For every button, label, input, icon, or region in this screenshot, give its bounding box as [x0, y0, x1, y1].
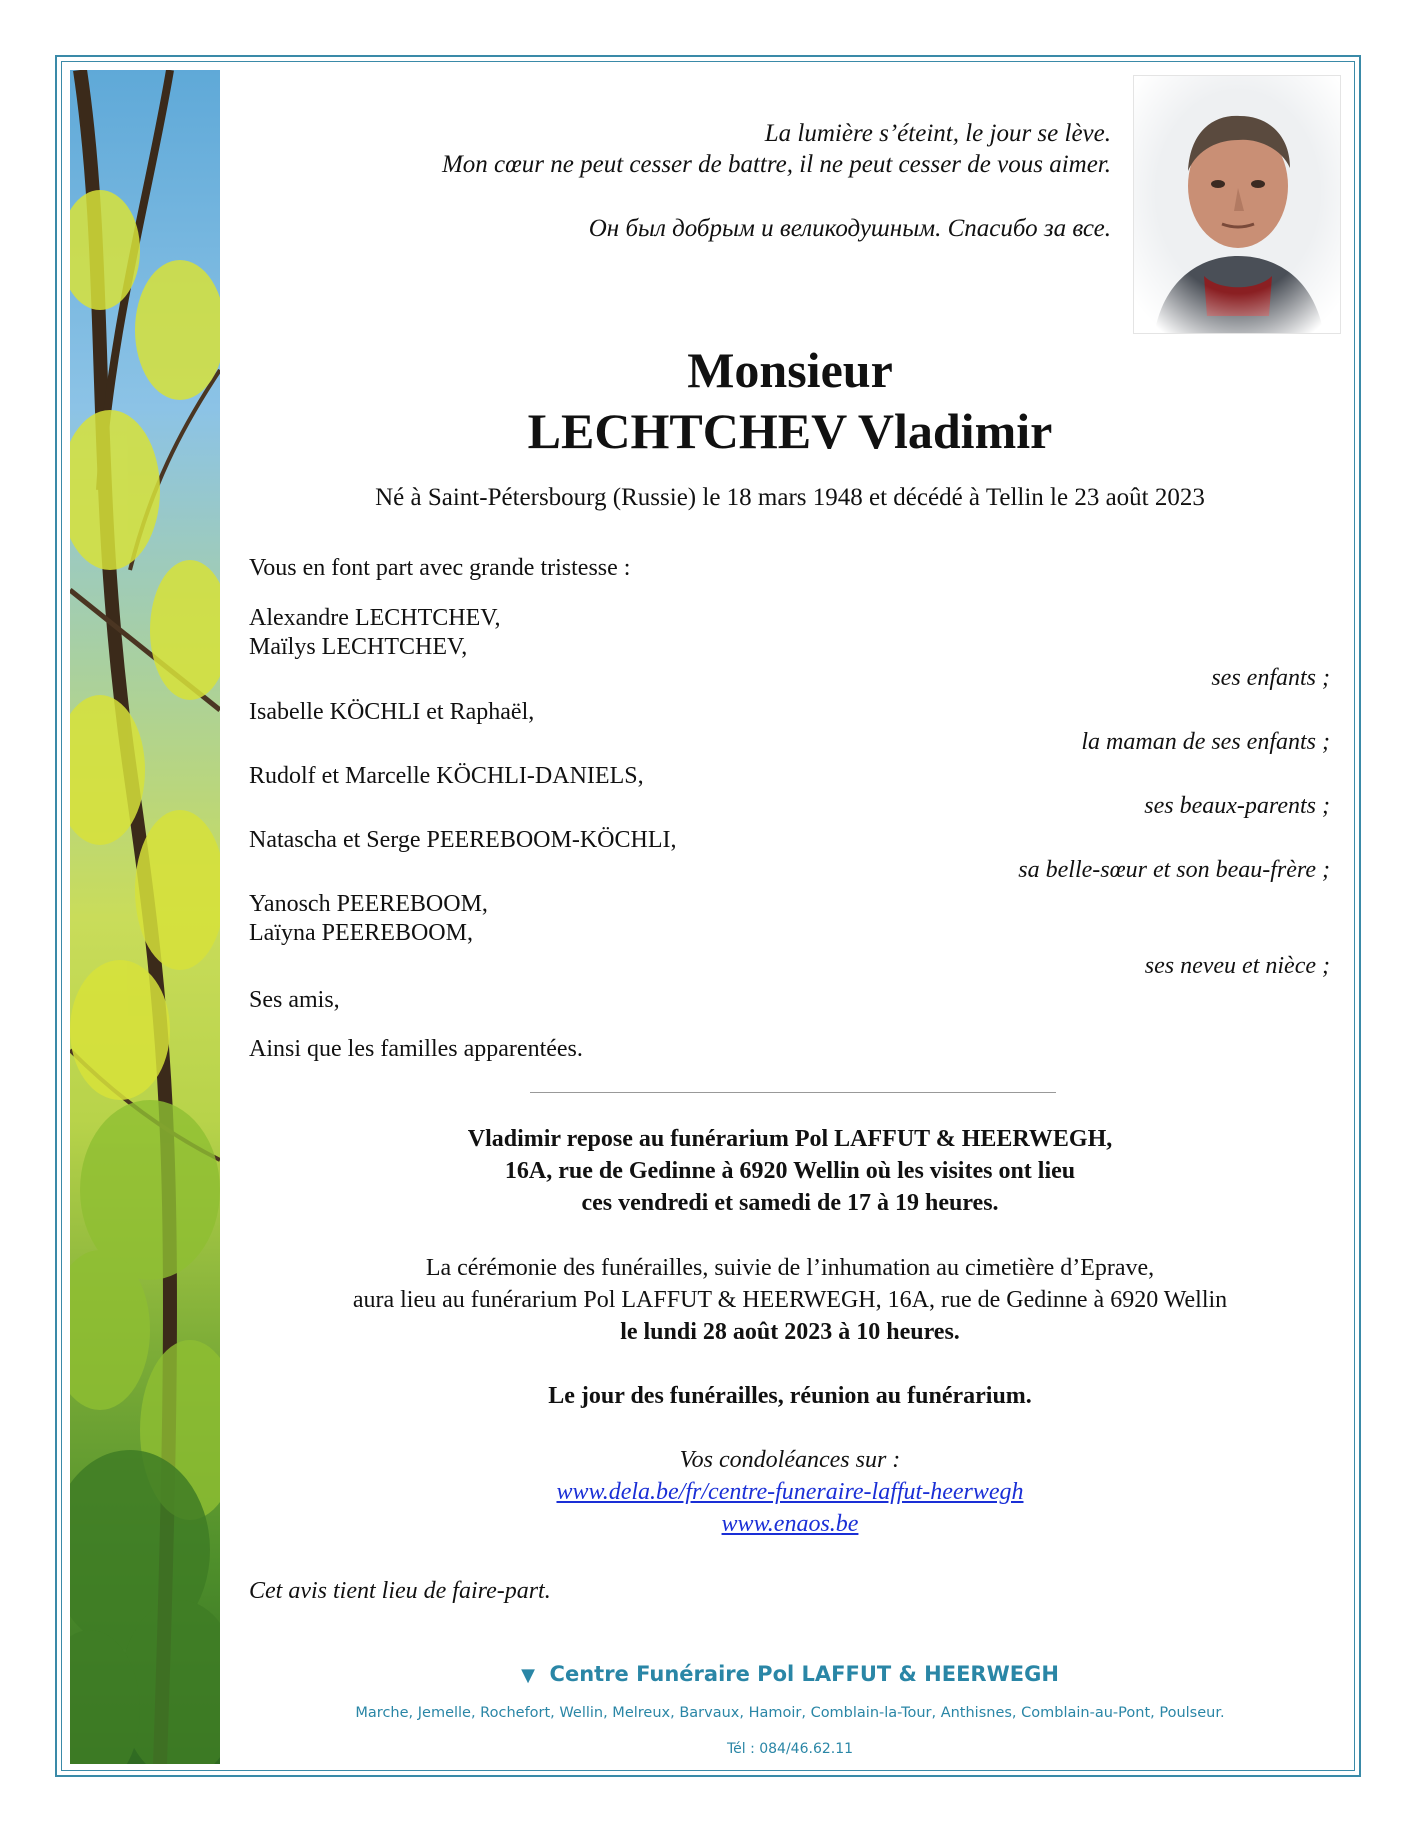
quote-line-russian: Он был добрым и великодушным. Спасибо за все. [588, 215, 1111, 242]
closing-line: Cet avis tient lieu de faire-part. [249, 1578, 551, 1604]
footer-locations: Marche, Jemelle, Rochefort, Wellin, Melreux, Barvaux, Hamoir, Comblain-la-Tour, Anthisnes, Comblain-au-Pont, Poulseur. [355, 1705, 1225, 1721]
quote-line-2: Mon cœur ne peut cesser de battre, il ne peut cesser de vous aimer. [441, 151, 1111, 178]
family-member: Natascha et Serge PEEREBOOM-KÖCHLI, [249, 827, 677, 853]
triangle-down-icon: ▼ [521, 1665, 535, 1686]
family-member: Isabelle KÖCHLI et Raphaël, [249, 699, 535, 725]
deceased-name: LECHTCHEV Vladimir [527, 403, 1053, 459]
ceremony-date: le lundi 28 août 2023 à 10 heures. [620, 1319, 960, 1345]
separator-line [530, 1092, 1056, 1093]
family-intro: Vous en font part avec grande tristesse : [249, 555, 631, 581]
ceremony-line-1: La cérémonie des funérailles, suivie de l’inhumation au cimetière d’Eprave, [425, 1255, 1155, 1281]
visits-line-2: 16A, rue de Gedinne à 6920 Wellin où les visites ont lieu [504, 1158, 1076, 1184]
reunion-line: Le jour des funérailles, réunion au funérarium. [548, 1383, 1032, 1409]
families-line: Ainsi que les familles apparentées. [249, 1036, 583, 1062]
condolences-label: Vos condoléances sur : [679, 1447, 901, 1473]
family-member: Maïlys LECHTCHEV, [249, 634, 468, 660]
tree-photo-strip [70, 70, 220, 1764]
relation-label: ses beaux-parents ; [1144, 793, 1330, 819]
deceased-title: Monsieur [687, 342, 893, 398]
birth-death-line: Né à Saint-Pétersbourg (Russie) le 18 mars 1948 et décédé à Tellin le 23 août 2023 [375, 484, 1205, 511]
condolences-link-enaos[interactable]: www.enaos.be [721, 1511, 859, 1537]
footer-center-name-row [220, 1662, 1360, 1686]
relation-label: ses enfants ; [1211, 665, 1330, 691]
quote-line-1: La lumière s’éteint, le jour se lève. [764, 120, 1111, 147]
family-member: Laïyna PEEREBOOM, [249, 920, 473, 946]
footer-phone: Tél : 084/46.62.11 [726, 1741, 854, 1757]
relation-label: la maman de ses enfants ; [1081, 729, 1330, 755]
family-member: Alexandre LECHTCHEV, [249, 605, 501, 631]
visits-line-3: ces vendredi et samedi de 17 à 19 heures. [581, 1190, 999, 1216]
footer-center-name: Centre Funéraire Pol LAFFUT & HEERWEGH [549, 1662, 1059, 1686]
family-member: Rudolf et Marcelle KÖCHLI-DANIELS, [249, 763, 644, 789]
relation-label: ses neveu et nièce ; [1144, 953, 1330, 979]
friends-line: Ses amis, [249, 987, 340, 1013]
ceremony-line-2: aura lieu au funérarium Pol LAFFUT & HEERWEGH, 16A, rue de Gedinne à 6920 Wellin [352, 1287, 1228, 1313]
condolences-link-dela[interactable]: www.dela.be/fr/centre-funeraire-laffut-heerwegh [556, 1479, 1024, 1505]
portrait-photo [1133, 75, 1341, 334]
condolences-link-2-wrap [220, 1511, 1360, 1538]
visits-line-1: Vladimir repose au funérarium Pol LAFFUT & HEERWEGH, [467, 1126, 1113, 1152]
condolences-link-1-wrap [220, 1479, 1360, 1506]
family-member: Yanosch PEEREBOOM, [249, 891, 488, 917]
relation-label: sa belle-sœur et son beau-frère ; [1018, 857, 1330, 883]
